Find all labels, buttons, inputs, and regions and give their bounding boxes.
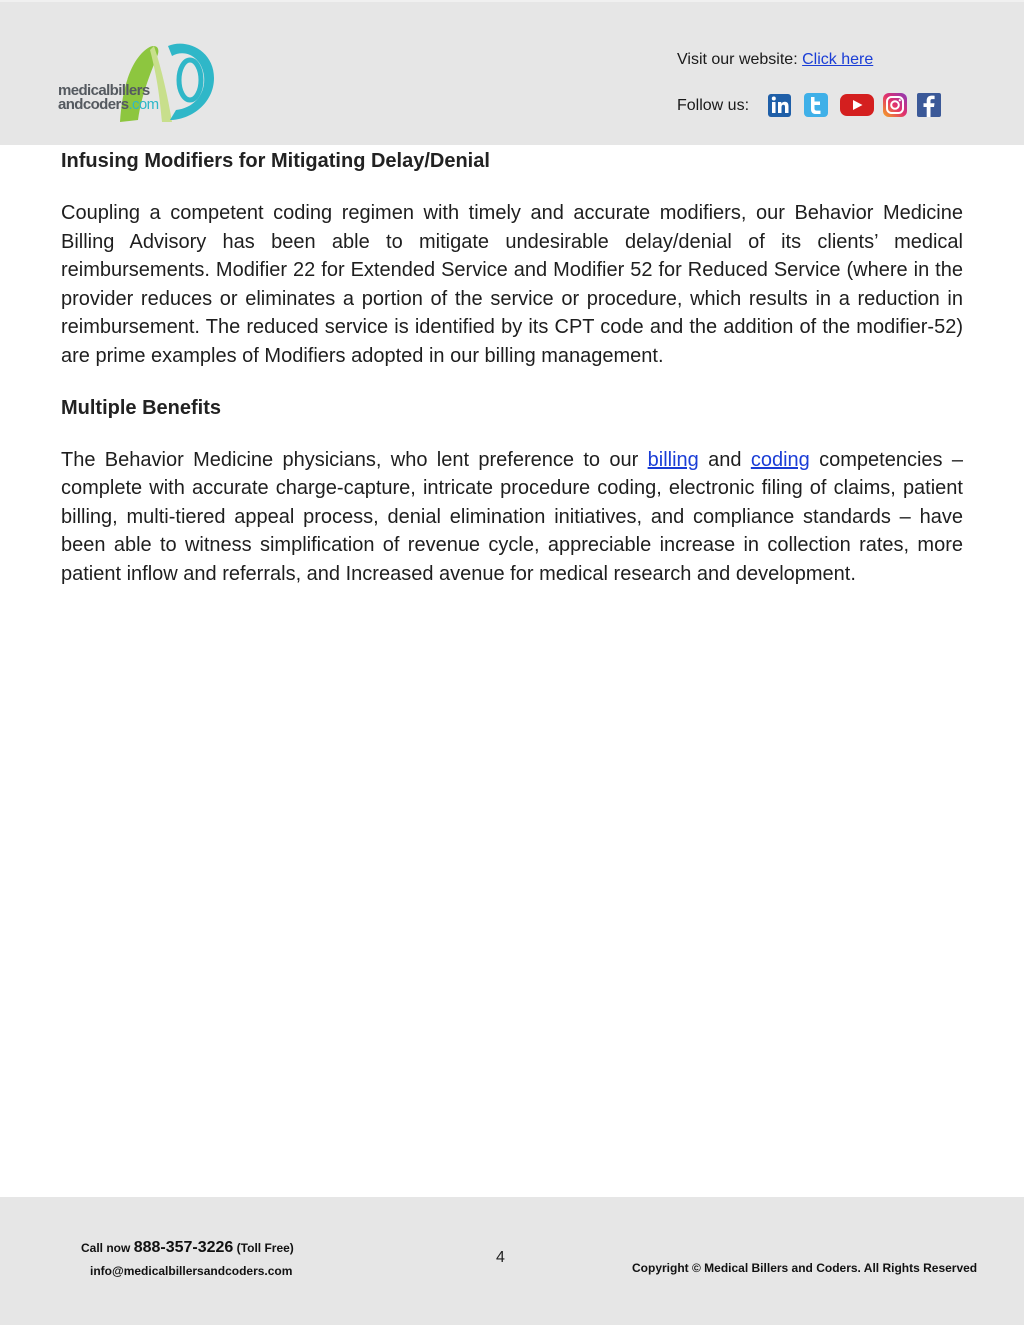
contact-email[interactable]: info@medicalbillersandcoders.com [90, 1264, 293, 1278]
visit-label: Visit our website: [677, 51, 798, 68]
toll-free-label: (Toll Free) [236, 1241, 294, 1255]
call-now [81, 1239, 294, 1257]
visit-website [677, 51, 873, 69]
youtube-icon[interactable] [839, 92, 875, 118]
logo-wordmark [58, 84, 159, 112]
section-heading-modifiers: Infusing Modifiers for Mitigating Delay/Denial [61, 150, 490, 172]
benefits-text-mid: and [698, 448, 751, 471]
paragraph-modifiers: Coupling a competent coding regimen with timely and accurate modifiers, our Behavior Medicine Billing Advisory has been able to mitigate undesirable delay/denial of its clients’ medical reimbursements. Modifier 22 for Extended Service and Modifier 52 for Reduced Service (where in the provider reduces or eliminates a portion of the service or procedure, which results in a reduction in reimbursement. The reduced service is identified by its CPT code and the addition of the modifier-52) are prime examples of Modifiers adopted in our billing management. [61, 202, 963, 367]
follow-label: Follow us: [677, 97, 750, 114]
logo-line1: medicalbillers [58, 82, 150, 99]
copyright-notice: Copyright © Medical Billers and Coders. All Rights Reserved [632, 1261, 978, 1275]
section-heading-benefits: Multiple Benefits [61, 396, 222, 419]
benefits-text-start: The Behavior Medicine physicians, who lent preference to our [61, 448, 648, 471]
twitter-icon[interactable] [803, 92, 829, 118]
facebook-icon[interactable] [916, 92, 942, 118]
page-footer [0, 1197, 1024, 1325]
page-header [0, 0, 1024, 145]
page-number: 4 [496, 1249, 505, 1266]
paragraph-benefits [61, 446, 963, 589]
benefits-text-end: competencies – complete with accurate charge-capture, intricate procedure coding, electronic filing of claims, patient billing, multi-tiered appeal process, denial elimination initiatives, and compliance standards – have been able to witness simplification of revenue cycle, appreciable increase in collection rates, more patient inflow and referrals, and Increased avenue for medical research and development. [61, 448, 963, 585]
company-logo[interactable] [58, 40, 218, 124]
logo-suffix: .com [128, 96, 159, 113]
billing-link[interactable]: billing [647, 448, 699, 471]
linkedin-icon[interactable] [767, 92, 793, 118]
instagram-icon[interactable] [882, 92, 908, 118]
article-body [61, 148, 963, 589]
call-label: Call now [81, 1241, 131, 1255]
logo-line2: andcoders [58, 96, 129, 113]
coding-link[interactable]: coding [750, 448, 810, 471]
phone-number[interactable]: 888-357-3226 [133, 1239, 234, 1256]
website-link[interactable]: Click here [802, 51, 874, 68]
